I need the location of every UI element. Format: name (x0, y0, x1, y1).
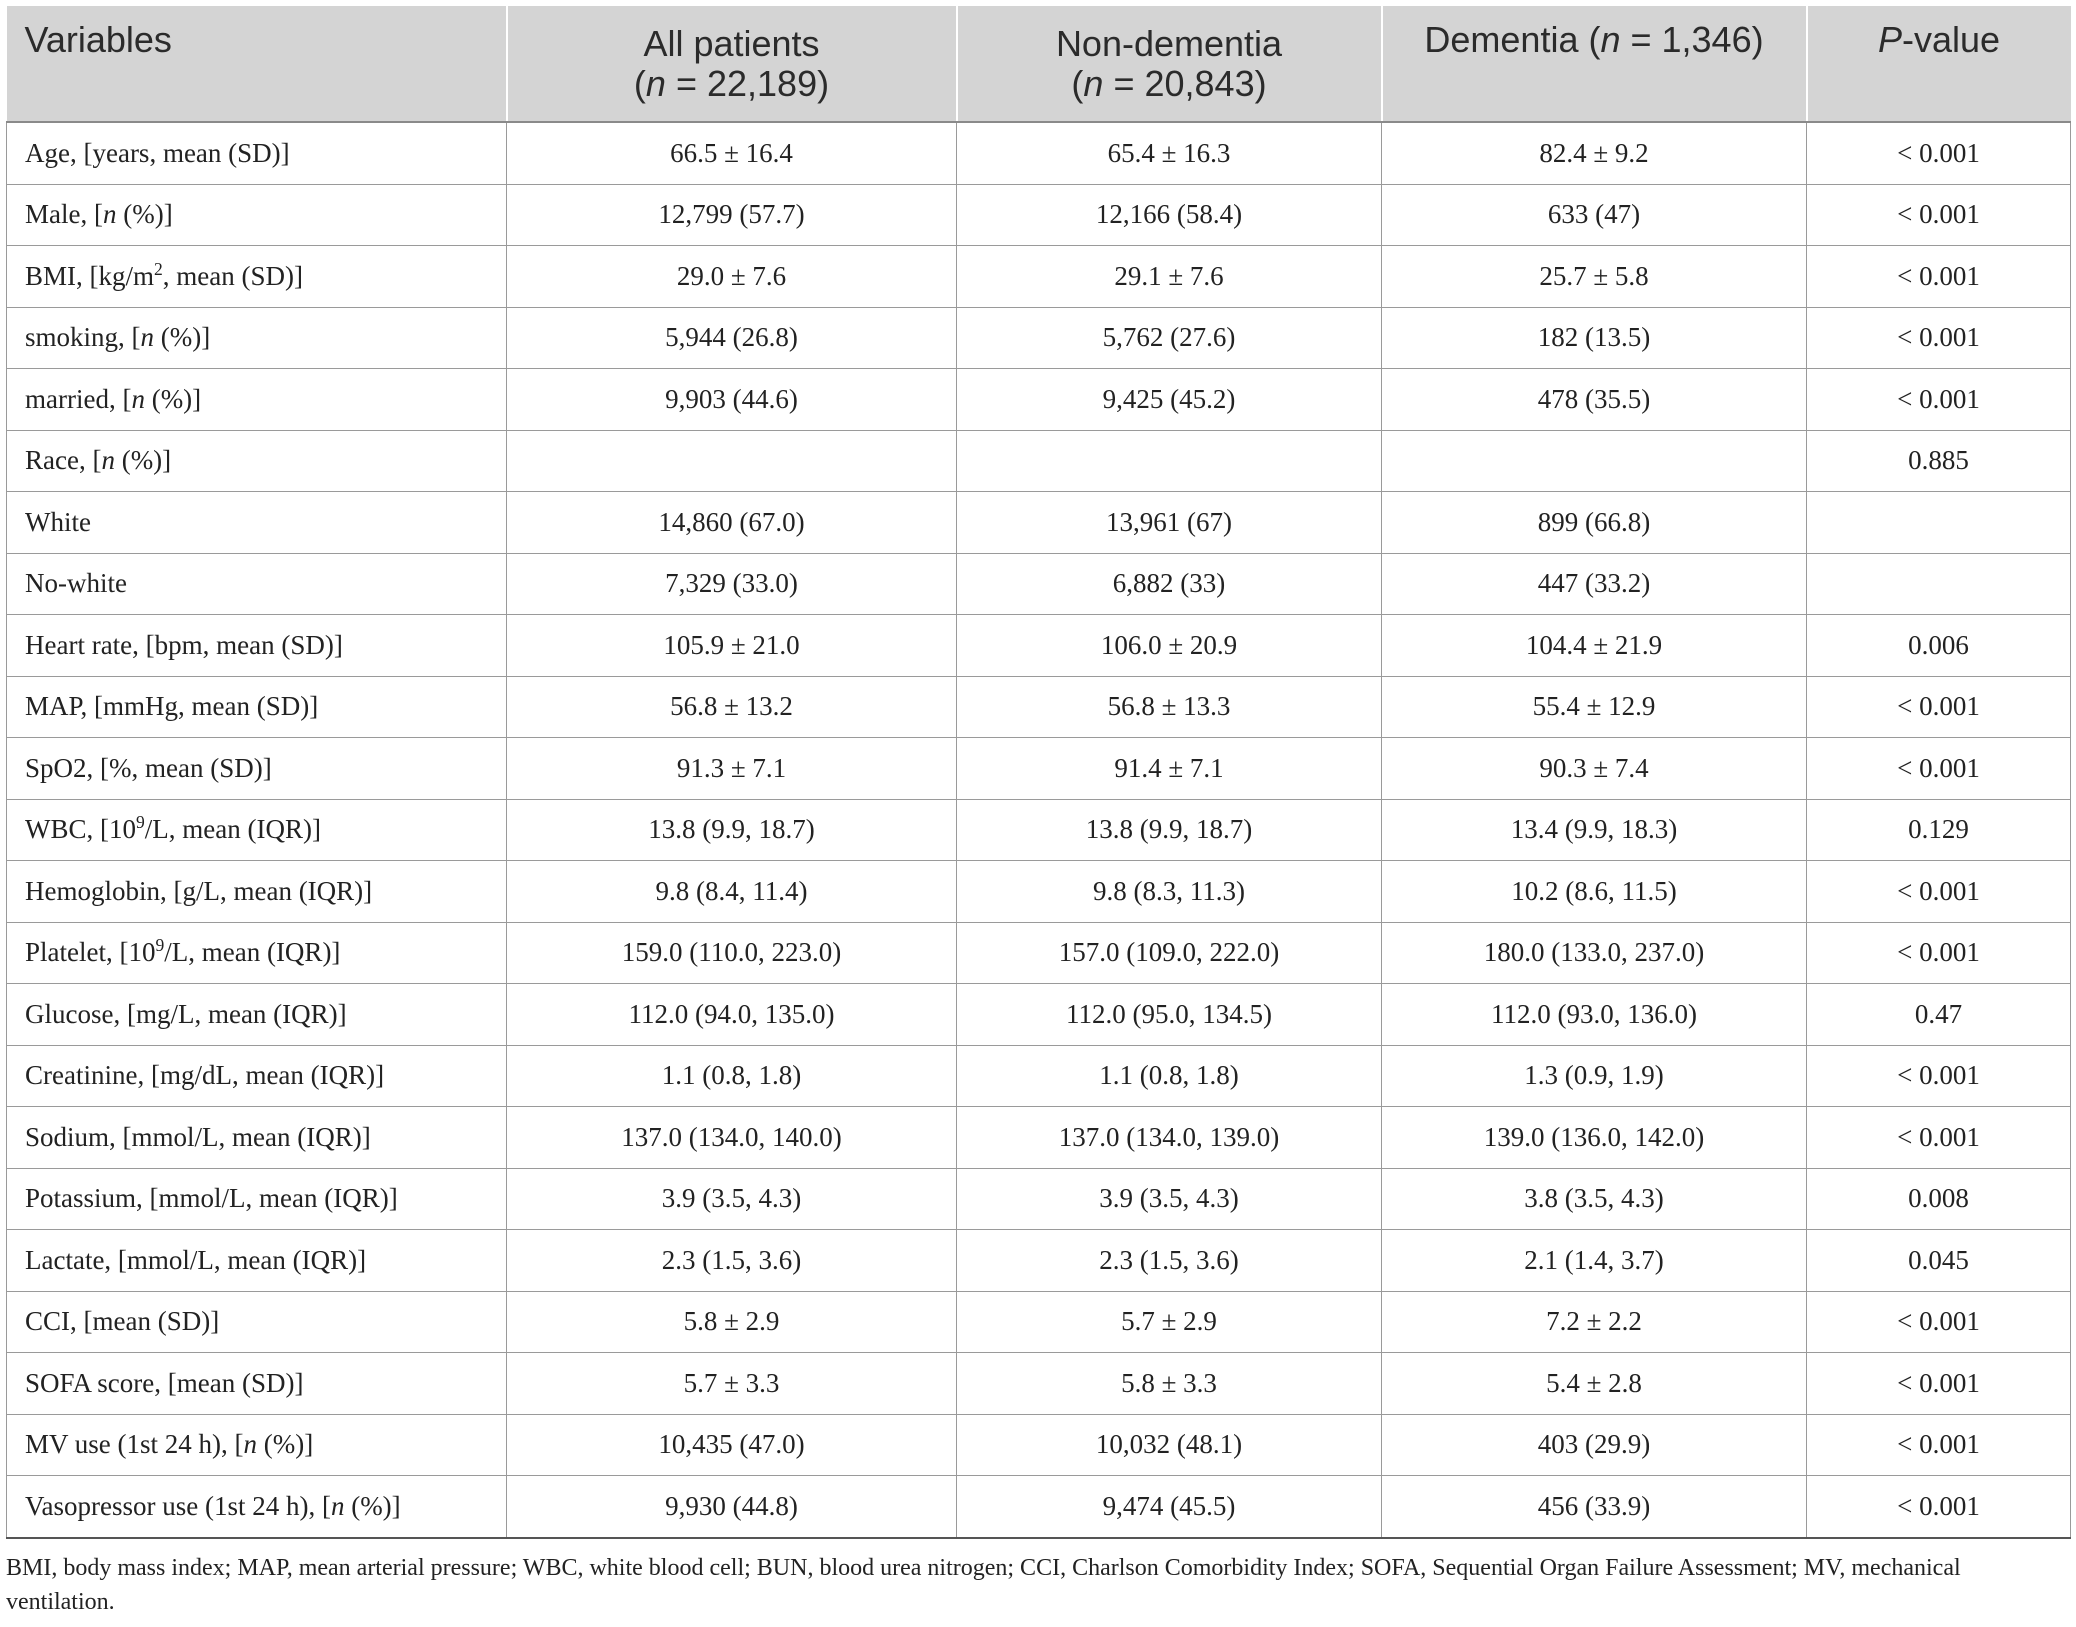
cell-p-value (1807, 492, 2071, 554)
label-text: Glucose, [mg/L, mean (IQR)] (25, 998, 347, 1029)
label-text: CCI, [mean (SD)] (25, 1306, 220, 1337)
header-text: Variables (24, 19, 172, 60)
label-text: SOFA score, [mean (SD)] (25, 1367, 304, 1398)
cell-all-patients: 56.8 ± 13.2 (507, 676, 957, 738)
cell-non-dementia: 6,882 (33) (957, 553, 1382, 615)
label-text: Male, [ (25, 199, 103, 230)
cell-dementia: 10.2 (8.6, 11.5) (1382, 861, 1807, 923)
cell-non-dementia: 12,166 (58.4) (957, 184, 1382, 246)
header-subtext: ( (633, 62, 646, 104)
table-row (7, 1291, 2071, 1353)
row-label (7, 738, 507, 800)
cell-p-value: < 0.001 (1807, 1353, 2071, 1415)
cell-p-value: 0.885 (1807, 430, 2071, 492)
header-text: Non-dementia (1055, 22, 1283, 64)
label-text: smoking, [ (25, 322, 141, 353)
cell-all-patients: 159.0 (110.0, 223.0) (507, 922, 957, 984)
label-text: (%)] (344, 1490, 401, 1521)
label-text: Hemoglobin, [g/L, mean (IQR)] (25, 875, 373, 906)
cell-p-value: 0.045 (1807, 1230, 2071, 1292)
cell-p-value: < 0.001 (1807, 122, 2071, 184)
header-dementia (1382, 6, 1807, 122)
label-text: WBC, [10 (25, 814, 136, 845)
table-row (7, 122, 2071, 184)
cell-p-value: < 0.001 (1807, 1476, 2071, 1538)
cell-p-value: < 0.001 (1807, 861, 2071, 923)
table-row (7, 861, 2071, 923)
table-row (7, 184, 2071, 246)
cell-dementia: 403 (29.9) (1382, 1414, 1807, 1476)
table-row (7, 492, 2071, 554)
cell-all-patients: 66.5 ± 16.4 (507, 122, 957, 184)
cell-p-value: < 0.001 (1807, 1414, 2071, 1476)
label-text: , mean (SD)] (162, 260, 303, 291)
cell-non-dementia: 29.1 ± 7.6 (957, 246, 1382, 308)
table-row (7, 1230, 2071, 1292)
header-text: = 1,346) (1620, 19, 1764, 60)
label-text: (%)] (114, 445, 172, 476)
header-variables (7, 6, 507, 122)
cell-p-value: < 0.001 (1807, 922, 2071, 984)
row-label (7, 922, 507, 984)
label-text: (%)] (257, 1429, 314, 1460)
cell-all-patients: 112.0 (94.0, 135.0) (507, 984, 957, 1046)
cell-p-value: 0.129 (1807, 799, 2071, 861)
label-superscript: 2 (154, 258, 163, 279)
cell-all-patients: 91.3 ± 7.1 (507, 738, 957, 800)
label-text: Heart rate, [bpm, mean (SD)] (25, 629, 343, 660)
header-non-dementia (957, 6, 1382, 122)
cell-non-dementia: 91.4 ± 7.1 (957, 738, 1382, 800)
cell-non-dementia: 13,961 (67) (957, 492, 1382, 554)
cell-non-dementia: 13.8 (9.9, 18.7) (957, 799, 1382, 861)
cell-non-dementia (957, 430, 1382, 492)
label-text: Creatinine, [mg/dL, mean (IQR)] (25, 1060, 385, 1091)
cell-non-dementia: 137.0 (134.0, 139.0) (957, 1107, 1382, 1169)
header-text-italic: P (1877, 19, 1902, 60)
row-label (7, 246, 507, 308)
cell-non-dementia: 9.8 (8.3, 11.3) (957, 861, 1382, 923)
label-superscript: 9 (155, 935, 165, 956)
cell-p-value: < 0.001 (1807, 307, 2071, 369)
row-label (7, 1107, 507, 1169)
cell-all-patients: 29.0 ± 7.6 (507, 246, 957, 308)
label-italic: n (102, 199, 117, 230)
cell-all-patients: 10,435 (47.0) (507, 1414, 957, 1476)
row-label (7, 799, 507, 861)
cell-all-patients: 9,930 (44.8) (507, 1476, 957, 1538)
patient-characteristics-table (6, 6, 2071, 1539)
label-text: BMI, [kg/m (25, 260, 155, 291)
label-text: (%)] (116, 199, 173, 230)
label-text: No-white (25, 568, 127, 599)
table-row (7, 799, 2071, 861)
label-text: /L, mean (IQR)] (144, 814, 321, 845)
cell-non-dementia: 106.0 ± 20.9 (957, 615, 1382, 677)
cell-all-patients: 5.7 ± 3.3 (507, 1353, 957, 1415)
row-label (7, 1353, 507, 1415)
cell-p-value: < 0.001 (1807, 1045, 2071, 1107)
label-text: /L, mean (IQR)] (164, 937, 341, 968)
label-text: Vasopressor use (1st 24 h), [ (25, 1490, 331, 1521)
label-text: MV use (1st 24 h), [ (25, 1429, 244, 1460)
label-text: Lactate, [mmol/L, mean (IQR)] (25, 1244, 367, 1275)
row-label (7, 1230, 507, 1292)
cell-p-value: < 0.001 (1807, 738, 2071, 800)
table-row (7, 922, 2071, 984)
cell-all-patients: 9,903 (44.6) (507, 369, 957, 431)
cell-p-value: 0.008 (1807, 1168, 2071, 1230)
table-row (7, 615, 2071, 677)
cell-dementia: 182 (13.5) (1382, 307, 1807, 369)
label-text: White (25, 506, 91, 537)
cell-p-value: < 0.001 (1807, 369, 2071, 431)
label-italic: n (101, 445, 115, 476)
cell-all-patients: 7,329 (33.0) (507, 553, 957, 615)
table-row (7, 553, 2071, 615)
cell-non-dementia: 112.0 (95.0, 134.5) (957, 984, 1382, 1046)
row-label (7, 492, 507, 554)
table-row (7, 984, 2071, 1046)
cell-p-value: < 0.001 (1807, 1107, 2071, 1169)
table-row (7, 1353, 2071, 1415)
cell-non-dementia: 3.9 (3.5, 4.3) (957, 1168, 1382, 1230)
cell-dementia: 104.4 ± 21.9 (1382, 615, 1807, 677)
label-text: Potassium, [mmol/L, mean (IQR)] (25, 1183, 398, 1214)
cell-non-dementia: 157.0 (109.0, 222.0) (957, 922, 1382, 984)
row-label (7, 307, 507, 369)
row-label (7, 1414, 507, 1476)
cell-dementia: 5.4 ± 2.8 (1382, 1353, 1807, 1415)
cell-p-value: < 0.001 (1807, 184, 2071, 246)
cell-dementia: 112.0 (93.0, 136.0) (1382, 984, 1807, 1046)
header-text: Dementia ( (1424, 19, 1601, 60)
cell-dementia: 55.4 ± 12.9 (1382, 676, 1807, 738)
cell-dementia: 90.3 ± 7.4 (1382, 738, 1807, 800)
table-row (7, 1107, 2071, 1169)
table-row (7, 738, 2071, 800)
cell-dementia: 1.3 (0.9, 1.9) (1382, 1045, 1807, 1107)
header-p-value (1807, 6, 2071, 122)
label-text: Race, [ (25, 445, 102, 476)
cell-p-value: 0.47 (1807, 984, 2071, 1046)
cell-p-value: < 0.001 (1807, 676, 2071, 738)
header-subtext: ( (1071, 62, 1084, 104)
table-row (7, 1168, 2071, 1230)
cell-dementia: 447 (33.2) (1382, 553, 1807, 615)
cell-dementia: 478 (35.5) (1382, 369, 1807, 431)
cell-p-value: 0.006 (1807, 615, 2071, 677)
label-superscript: 9 (136, 812, 145, 833)
cell-non-dementia: 1.1 (0.8, 1.8) (957, 1045, 1382, 1107)
cell-all-patients (507, 430, 957, 492)
cell-p-value: < 0.001 (1807, 246, 2071, 308)
label-italic: n (243, 1429, 257, 1460)
cell-non-dementia: 2.3 (1.5, 3.6) (957, 1230, 1382, 1292)
header-text: -value (1901, 19, 2001, 60)
label-text: married, [ (25, 383, 132, 414)
cell-all-patients: 3.9 (3.5, 4.3) (507, 1168, 957, 1230)
row-label (7, 861, 507, 923)
label-text: Sodium, [mmol/L, mean (IQR)] (25, 1121, 371, 1152)
cell-p-value (1807, 553, 2071, 615)
label-italic: n (330, 1490, 345, 1521)
table-row (7, 1045, 2071, 1107)
label-text: (%)] (154, 322, 211, 353)
row-label (7, 184, 507, 246)
cell-non-dementia: 56.8 ± 13.3 (957, 676, 1382, 738)
row-label (7, 430, 507, 492)
header-subtext: = 22,189) (665, 62, 830, 104)
row-label (7, 553, 507, 615)
label-text: SpO2, [%, mean (SD)] (25, 752, 272, 783)
cell-dementia: 7.2 ± 2.2 (1382, 1291, 1807, 1353)
cell-dementia (1382, 430, 1807, 492)
row-label (7, 615, 507, 677)
row-label (7, 122, 507, 184)
label-italic: n (140, 322, 155, 353)
cell-dementia: 633 (47) (1382, 184, 1807, 246)
cell-dementia: 25.7 ± 5.8 (1382, 246, 1807, 308)
header-subtext: = 20,843) (1103, 62, 1267, 104)
cell-non-dementia: 5,762 (27.6) (957, 307, 1382, 369)
cell-dementia: 456 (33.9) (1382, 1476, 1807, 1538)
cell-dementia: 180.0 (133.0, 237.0) (1382, 922, 1807, 984)
table-body (7, 122, 2071, 1538)
table-row (7, 1414, 2071, 1476)
row-label (7, 1168, 507, 1230)
cell-all-patients: 1.1 (0.8, 1.8) (507, 1045, 957, 1107)
cell-non-dementia: 65.4 ± 16.3 (957, 122, 1382, 184)
cell-non-dementia: 5.8 ± 3.3 (957, 1353, 1382, 1415)
cell-all-patients: 5.8 ± 2.9 (507, 1291, 957, 1353)
row-label (7, 1045, 507, 1107)
table-header (7, 6, 2071, 122)
cell-dementia: 13.4 (9.9, 18.3) (1382, 799, 1807, 861)
row-label (7, 1291, 507, 1353)
cell-dementia: 899 (66.8) (1382, 492, 1807, 554)
cell-all-patients: 9.8 (8.4, 11.4) (507, 861, 957, 923)
cell-p-value: < 0.001 (1807, 1291, 2071, 1353)
row-label (7, 1476, 507, 1538)
table-row (7, 676, 2071, 738)
table-footnote: BMI, body mass index; MAP, mean arterial pressure; WBC, white blood cell; BUN, blood urea nitrogen; CCI, Charlson Comorbidity Index; SOFA, Sequential Organ Failure Assessment; MV, mechanical ventilation. (6, 1554, 1961, 1615)
label-text: (%)] (144, 383, 202, 414)
cell-all-patients: 2.3 (1.5, 3.6) (507, 1230, 957, 1292)
header-row (7, 6, 2071, 122)
cell-dementia: 2.1 (1.4, 3.7) (1382, 1230, 1807, 1292)
table-row (7, 430, 2071, 492)
label-text: Platelet, [10 (25, 937, 156, 968)
cell-all-patients: 105.9 ± 21.0 (507, 615, 957, 677)
label-italic: n (131, 383, 145, 414)
header-text-italic: n (1600, 19, 1621, 60)
cell-dementia: 82.4 ± 9.2 (1382, 122, 1807, 184)
table-row (7, 369, 2071, 431)
cell-all-patients: 137.0 (134.0, 140.0) (507, 1107, 957, 1169)
label-text: MAP, [mmHg, mean (SD)] (25, 691, 319, 722)
row-label (7, 676, 507, 738)
cell-dementia: 139.0 (136.0, 142.0) (1382, 1107, 1807, 1169)
cell-dementia: 3.8 (3.5, 4.3) (1382, 1168, 1807, 1230)
cell-non-dementia: 5.7 ± 2.9 (957, 1291, 1382, 1353)
table-row (7, 1476, 2071, 1538)
cell-all-patients: 14,860 (67.0) (507, 492, 957, 554)
header-subtext-italic: n (1083, 62, 1104, 104)
row-label (7, 369, 507, 431)
cell-non-dementia: 9,474 (45.5) (957, 1476, 1382, 1538)
cell-non-dementia: 10,032 (48.1) (957, 1414, 1382, 1476)
cell-all-patients: 5,944 (26.8) (507, 307, 957, 369)
cell-all-patients: 12,799 (57.7) (507, 184, 957, 246)
header-all-patients (507, 6, 957, 122)
cell-non-dementia: 9,425 (45.2) (957, 369, 1382, 431)
header-subtext-italic: n (645, 62, 666, 104)
table-container (6, 6, 2070, 1619)
header-text: All patients (643, 22, 820, 64)
row-label (7, 984, 507, 1046)
cell-all-patients: 13.8 (9.9, 18.7) (507, 799, 957, 861)
table-row (7, 246, 2071, 308)
table-row (7, 307, 2071, 369)
label-text: Age, [years, mean (SD)] (25, 137, 290, 168)
